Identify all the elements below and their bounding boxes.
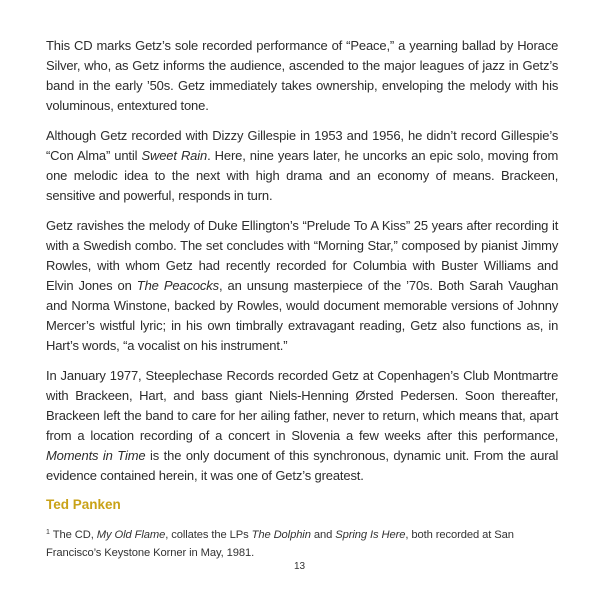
paragraph-3	[46, 216, 558, 356]
text-run: is the only document of this synchronous, dynamic unit. From the aural evidence contained herein, it was one of Getz’s greatest.	[46, 448, 559, 483]
text-run: In January 1977, Steeplechase Records recorded Getz at Copenhagen’s Club Montmartre with Brackeen, Hart, and bass giant Niels-Henning Ørsted Pedersen. Soon thereafter, Brackeen left the band to care for her ailing father, never to return, which means that, apart from a location recording of a concert in Slovenia a few weeks after this performance,	[46, 368, 559, 443]
footnote	[46, 524, 566, 562]
text-run: The CD,	[52, 529, 97, 541]
italic-title: The Peacocks	[136, 278, 219, 293]
paragraph-2	[46, 126, 558, 206]
text-run: and	[310, 529, 336, 541]
text-run: . Here, nine years later, he uncorks an epic solo, moving from one melodic idea to the next with high drama and an economy of means. Brackeen, sensitive and powerful, responds in turn.	[46, 148, 559, 203]
author-signature: Ted Panken	[46, 497, 121, 512]
text-run: , both recorded at San Francisco’s Keystone Korner in May, 1981.	[46, 529, 514, 559]
text-run: , an unsung masterpiece of the ’70s. Both Sarah Vaughan and Norma Winstone, backed by Rowles, would document memorable versions of Johnny Mercer’s wistful lyric; in his own timbrally extravagant reading, Getz also functions as, in Hart’s words, “a vocalist on his instrument.”	[46, 278, 559, 353]
text-run: Although Getz recorded with Dizzy Gillespie in 1953 and 1956, he didn’t record Gillespie’s “Con Alma” until	[46, 128, 559, 163]
italic-title: My Old Flame	[96, 529, 166, 541]
italic-title: Moments in Time	[46, 448, 146, 463]
italic-title: Spring Is Here	[335, 529, 406, 541]
paragraph-4	[46, 366, 558, 486]
paragraph-1	[46, 36, 558, 116]
text-run: Getz ravishes the melody of Duke Ellington’s “Prelude To A Kiss” 25 years after recording it with a Swedish combo. The set concludes with “Morning Star,” composed by pianist Jimmy Rowles, with whom Getz had recently recorded for Columbia with Buster Williams and Elvin Jones on	[46, 218, 559, 293]
footnote-text	[46, 529, 514, 559]
italic-title: The Dolphin	[251, 529, 311, 541]
italic-title: Sweet Rain	[141, 148, 208, 163]
text-run: , collates the LPs	[165, 529, 252, 541]
text-run: This CD marks Getz’s sole recorded performance of “Peace,” a yearning ballad by Horace Silver, who, as Getz informs the audience, ascended to the major leagues of jazz in Getz’s band in the early ’50s. Getz immediately takes ownership, enveloping the melody with his voluminous, entextured tone.	[46, 38, 559, 113]
page-number: 13	[293, 561, 306, 572]
footnote-marker: 1	[46, 529, 50, 536]
text-column	[46, 36, 566, 562]
